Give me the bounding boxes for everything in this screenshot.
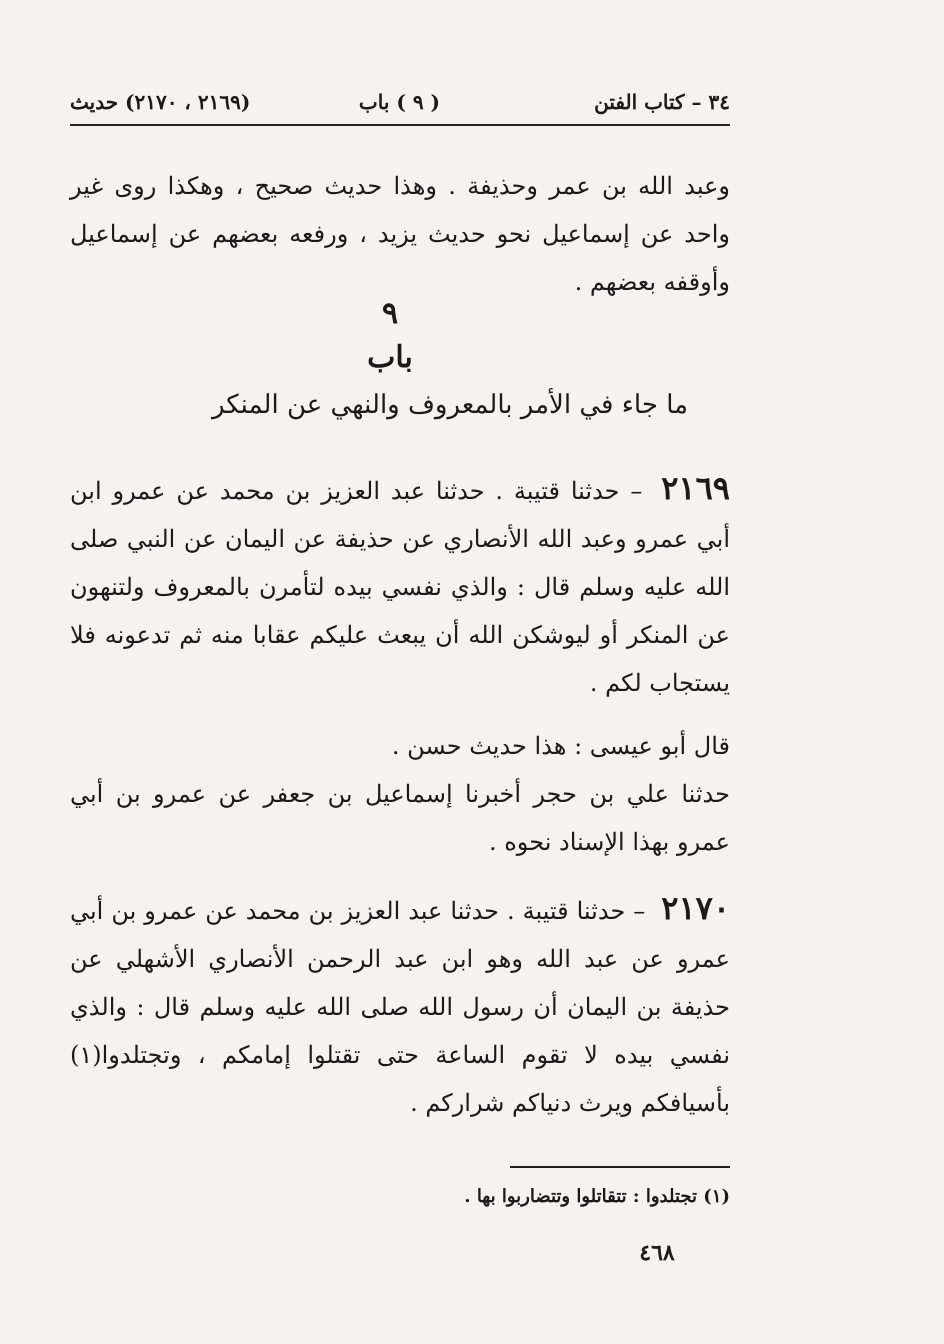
chain-paragraph: حدثنا علي بن حجر أخبرنا إسماعيل بن جعفر عن عمرو بن أبي عمرو بهذا الإسناد نحوه .	[70, 780, 730, 856]
chapter-title: باب	[367, 340, 413, 375]
hadith-2170	[70, 884, 730, 1127]
footnote-divider	[510, 1166, 730, 1168]
header-divider	[70, 124, 730, 126]
hadith-number: ٢١٧٠	[661, 889, 730, 927]
header-chapter: ( ٩ ) باب	[358, 90, 440, 114]
chapter-number: ٩	[381, 296, 399, 331]
abu-isa-saying: قال أبو عيسى : هذا حديث حسن .	[391, 732, 730, 760]
hadith-number: ٢١٦٩	[661, 469, 730, 507]
header-hadith-range: (٢١٦٩ ، ٢١٧٠) حديث	[70, 90, 251, 114]
hadith-text: – حدثنا قتيبة . حدثنا عبد العزيز بن محمد عن عمرو بن أبي عمرو عن عبد الله وهو ابن عبد الرحمن الأنصاري الأشهلي عن حذيفة بن اليمان أن رسول الله صلى الله عليه وسلم قال : والذي نفسي بيده لا تقوم الساعة حتى تقتلوا إمامكم ، وتجتلدوا(١) بأسيافكم ويرث دنياكم شراركم .	[70, 897, 730, 1117]
intro-paragraph: وعبد الله بن عمر وحذيفة . وهذا حديث صحيح ، وهكذا روى غير واحد عن إسماعيل نحو حديث يزيد ، ورفعه بعضهم عن إسماعيل وأوقفه بعضهم .	[70, 172, 730, 296]
footnote: (١) تجتلدوا : تتقاتلوا وتتضاربوا بها .	[464, 1186, 730, 1207]
chapter-subtitle: ما جاء في الأمر بالمعروف والنهي عن المنكر	[211, 390, 689, 420]
page-number: ٤٦٨	[639, 1240, 675, 1266]
hadith-2169	[70, 464, 730, 707]
hadith-text: – حدثنا قتيبة . حدثنا عبد العزيز بن محمد عن عمرو ابن أبي عمرو وعبد الله الأنصاري عن حذيفة عن اليمان عن النبي صلى الله عليه وسلم قال : والذي نفسي بيده لتأمرن بالمعروف ولتنهون عن المنكر أو ليوشكن الله أن يبعث عليكم عقابا منه ثم تدعونه فلا يستجاب لكم .	[70, 477, 730, 697]
header-book-title: ٣٤ – كتاب الفتن	[594, 90, 730, 114]
running-header	[70, 86, 730, 120]
